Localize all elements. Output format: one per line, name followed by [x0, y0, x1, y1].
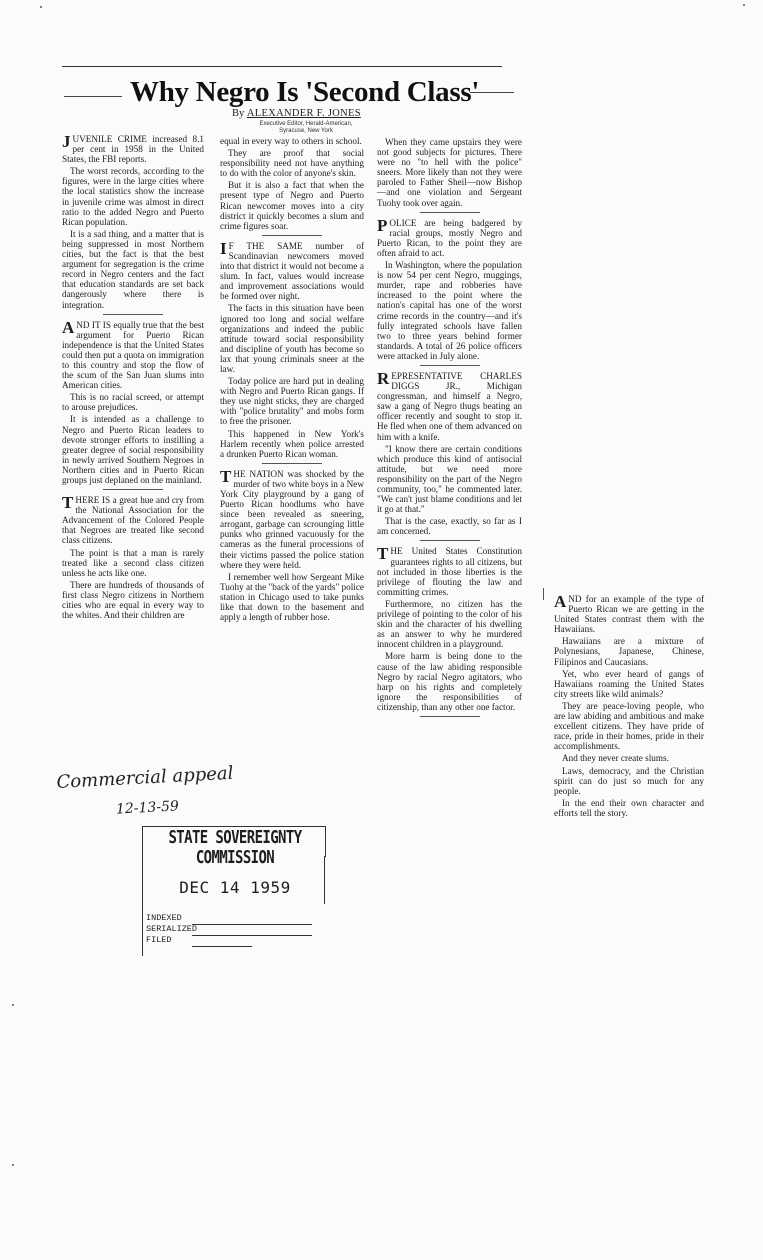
paragraph: THE NATION was shocked by the murder of two white boys in a New York City playground by a gang of Puerto Rican hoodlums who have since been revealed as sneering, arrogant, garbage can scrounging little punks who grinned vacuously for the cameras as the funeral processions of their victims passed the police station where they were held. [220, 466, 364, 570]
section-divider [262, 463, 322, 464]
scan-speck [12, 1004, 14, 1006]
paragraph: Furthermore, no citizen has the privilege of pointing to the color of his skin and the character of his dwelling as an answer to why he murdered innocent children in a playground. [377, 598, 522, 650]
article-column-4 [554, 594, 704, 820]
stamp-line [192, 924, 312, 925]
paragraph: AND IT IS equally true that the best argument for Puerto Rican independence is that the United States could then put a quota on immigration to this country and stop the flow of the scum of the San Juan slums into American cities. [62, 317, 204, 391]
section-divider [420, 540, 480, 541]
headline: Why Negro Is 'Second Class' [130, 76, 480, 108]
paragraph: In Washington, where the population is now 54 per cent Negro, muggings, murder, rape and robberies have increased to the point where the nation's capital has one of the worst crime records in the country—and it's fully integrated schools have fallen two to three years behind former standards. A total of 26 police officers were attacked in July alone. [377, 260, 522, 361]
paragraph: JUVENILE CRIME increased 8.1 per cent in 1958 in the United States, the FBI reports. [62, 132, 204, 165]
paragraph: It is a sad thing, and a matter that is being suppressed in most Northern cities, but the fact is that the best argument for segregation is the crime record in Negro centers and the fact that education standards are set back dangerously where there is integration. [62, 228, 204, 310]
stamp-title: STATE SOVEREIGNTY COMMISSION [168, 828, 302, 868]
end-divider [420, 716, 480, 717]
stamp-serialized: SERIALIZED [146, 924, 198, 934]
section-divider [262, 235, 322, 236]
byline [232, 108, 361, 119]
paragraph: IF THE SAME number of Scandinavian newcomers moved into that district it would not become a slum. In fact, values would increase and improvement associations would be formed over night. [220, 238, 364, 302]
stamp-checklist [146, 913, 197, 946]
article-column-1 [62, 134, 204, 622]
article-column-3 [377, 137, 522, 722]
article-column-2 [220, 136, 364, 624]
byline-city: Syracuse, New York [279, 128, 333, 134]
paragraph: When they came upstairs they were not good subjects for pictures. There were no "to hell with the police" sneers. More likely than not they were paroled to Father Sheil—now Bishop—and one violation and Sergeant Tuohy took over again. [377, 137, 522, 208]
paragraph: equal in every way to others in school. [220, 136, 362, 146]
paragraph: Today police are hard put in dealing with Negro and Puerto Rican gangs. If they use night sticks, they are charged with "police brutality" and mobs form to free the prisoner. [220, 376, 364, 427]
paragraph: Hawaiians are a mixture of Polynesians, Japanese, Chinese, Filipinos and Caucasians. [554, 636, 704, 667]
scan-speck [743, 4, 745, 6]
stamp-date: DEC 14 1959 [179, 878, 291, 897]
paragraph: POLICE are being badgered by racial groups, mostly Negro and Puerto Rican, to the point they are often afraid to act. [377, 215, 522, 258]
section-divider [420, 365, 480, 366]
scan-speck [12, 1164, 14, 1166]
commission-stamp [142, 826, 328, 960]
section-divider [420, 212, 480, 213]
paragraph: In the end their own character and efforts tell the story. [554, 797, 704, 818]
headline-rule-left [64, 96, 122, 97]
paragraph: The worst records, according to the figures, were in the large cities where the local statistics show the increase in juvenile crime was almost in direct ratio to the added Negro and Puerto Rican population. [62, 166, 204, 227]
stamp-border-left [142, 856, 143, 956]
stamp-indexed: INDEXED [146, 913, 182, 923]
paragraph: THERE IS a great hue and cry from the National Association for the Advancement of the Colored People that Negroes are treated like second class citizens. [62, 493, 204, 546]
byline-title: Executive Editor, Herald-American, [259, 121, 353, 127]
stamp-line [192, 935, 312, 936]
clipping-edge [543, 588, 544, 600]
paragraph: That is the case, exactly, so far as I am concerned. [377, 516, 522, 537]
paragraph: There are hundreds of thousands of first class Negro citizens in Northern cities who are equal in every way to the whites. And their children are [62, 579, 204, 621]
paragraph: But it is also a fact that when the present type of Negro and Puerto Rican newcomer moves into a city district it quickly becomes a slum and crime figures soar. [220, 180, 364, 231]
stamp-filed: FILED [146, 935, 172, 945]
top-rule [62, 66, 502, 67]
stamp-line [192, 946, 252, 947]
section-divider [103, 314, 163, 315]
byline-prefix: By [232, 108, 245, 119]
paragraph: "I know there are certain conditions which produce this kind of antisocial attitude, but we need more responsibility on the part of the Negro community, too," he commented later. "We can't just blame conditions and let it go at that." [377, 443, 522, 515]
paragraph: This is no racial screed, or attempt to arouse prejudices. [62, 392, 204, 413]
paragraph: The facts in this situation have been ignored too long and social welfare organizations and indeed the public attitude toward social responsibility and discipline of youth has become so lax that young criminals sneer at the law. [220, 303, 364, 374]
section-divider [103, 489, 163, 490]
paragraph: It is intended as a challenge to Negro and Puerto Rican leaders to devote stronger efforts to instilling a greater degree of social responsibility in newly arrived Southern Negroes in Northern cities and in Puerto Rican groups just deplaned on the mainland. [62, 414, 204, 485]
scan-speck [40, 6, 42, 8]
paragraph: AND for an example of the type of Puerto Rican we are getting in the United States contrast them with the Hawaiians. [554, 592, 704, 635]
paragraph: They are proof that social responsibility need not have anything to do with the color of anyone's skin. [220, 148, 364, 179]
paragraph: The point is that a man is rarely treated like a second class citizen unless he acts like one. [62, 547, 204, 578]
byline-affiliation [246, 121, 366, 135]
paragraph: THE United States Constitution guarantees rights to all citizens, but not included in those liberties is the privilege of flouting the law and committing crimes. [377, 544, 522, 597]
paragraph: Laws, democracy, and the Christian spirit can do just so much for any people. [554, 765, 704, 796]
paragraph: More harm is being done to the cause of the law abiding responsible Negro by racial Negro agitators, who harp on his rights and completely ignore the responsibilities of citizenship, than any other one factor. [377, 651, 522, 712]
paragraph: Yet, who ever heard of gangs of Hawaiians roaming the United States city streets like wild animals? [554, 668, 704, 699]
handwritten-source-note: Commercial appeal [56, 762, 234, 793]
paragraph: I remember well how Sergeant Mike Tuohy at the "back of the yards" police station in Chicago used to take punks like that down to the basement and apply a length of rubber hose. [220, 571, 364, 623]
handwritten-date: 12-13-59 [115, 798, 180, 818]
paragraph: And they never create slums. [562, 753, 669, 764]
paragraph: They are peace-loving people, who are law abiding and ambitious and make excellent citizens. They have pride of race, pride in their homes, pride in their accomplishments. [554, 700, 704, 752]
paragraph: This happened in New York's Harlem recently when police arrested a drunken Puerto Rican woman. [220, 428, 364, 459]
paragraph: REPRESENTATIVE CHARLES DIGGS JR., Michigan congressman, and himself a Negro, saw a gang of Negro thugs beating an officer recently and sought to stop it. He fled when one of them advanced on him with a knife. [377, 368, 522, 442]
byline-author: ALEXANDER F. JONES [246, 108, 361, 119]
